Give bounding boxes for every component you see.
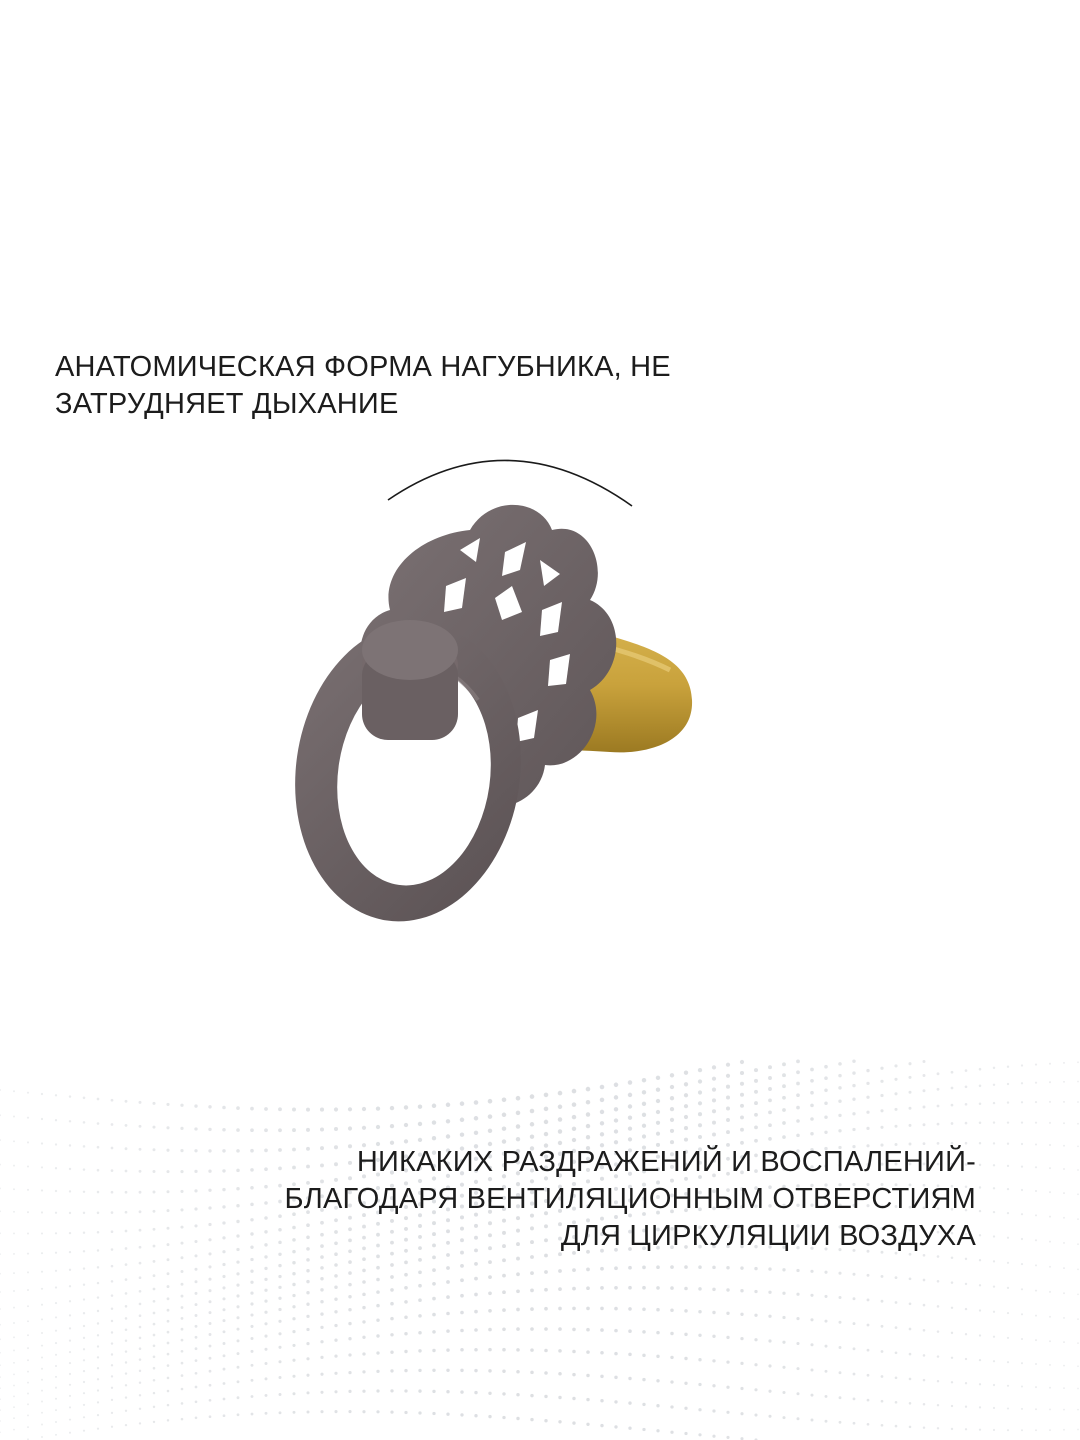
caption-line: НИКАКИХ РАЗДРАЖЕНИЙ И ВОСПАЛЕНИЙ-: [356, 1146, 976, 1178]
pacifier-image: [290, 490, 710, 950]
caption-line: БЛАГОДАРЯ ВЕНТИЛЯЦИОННЫМ ОТВЕРСТИЯМ: [284, 1183, 976, 1215]
feature-caption-anatomical-shape: [55, 349, 815, 423]
caption-line: ЗАТРУДНЯЕТ ДЫХАНИЕ: [55, 388, 399, 420]
caption-line: ДЛЯ ЦИРКУЛЯЦИИ ВОЗДУХА: [560, 1220, 976, 1252]
feature-caption-ventilation: [176, 1144, 976, 1255]
pacifier-button: [362, 620, 458, 740]
caption-line: АНАТОМИЧЕСКАЯ ФОРМА НАГУБНИКА, НЕ: [55, 351, 671, 383]
